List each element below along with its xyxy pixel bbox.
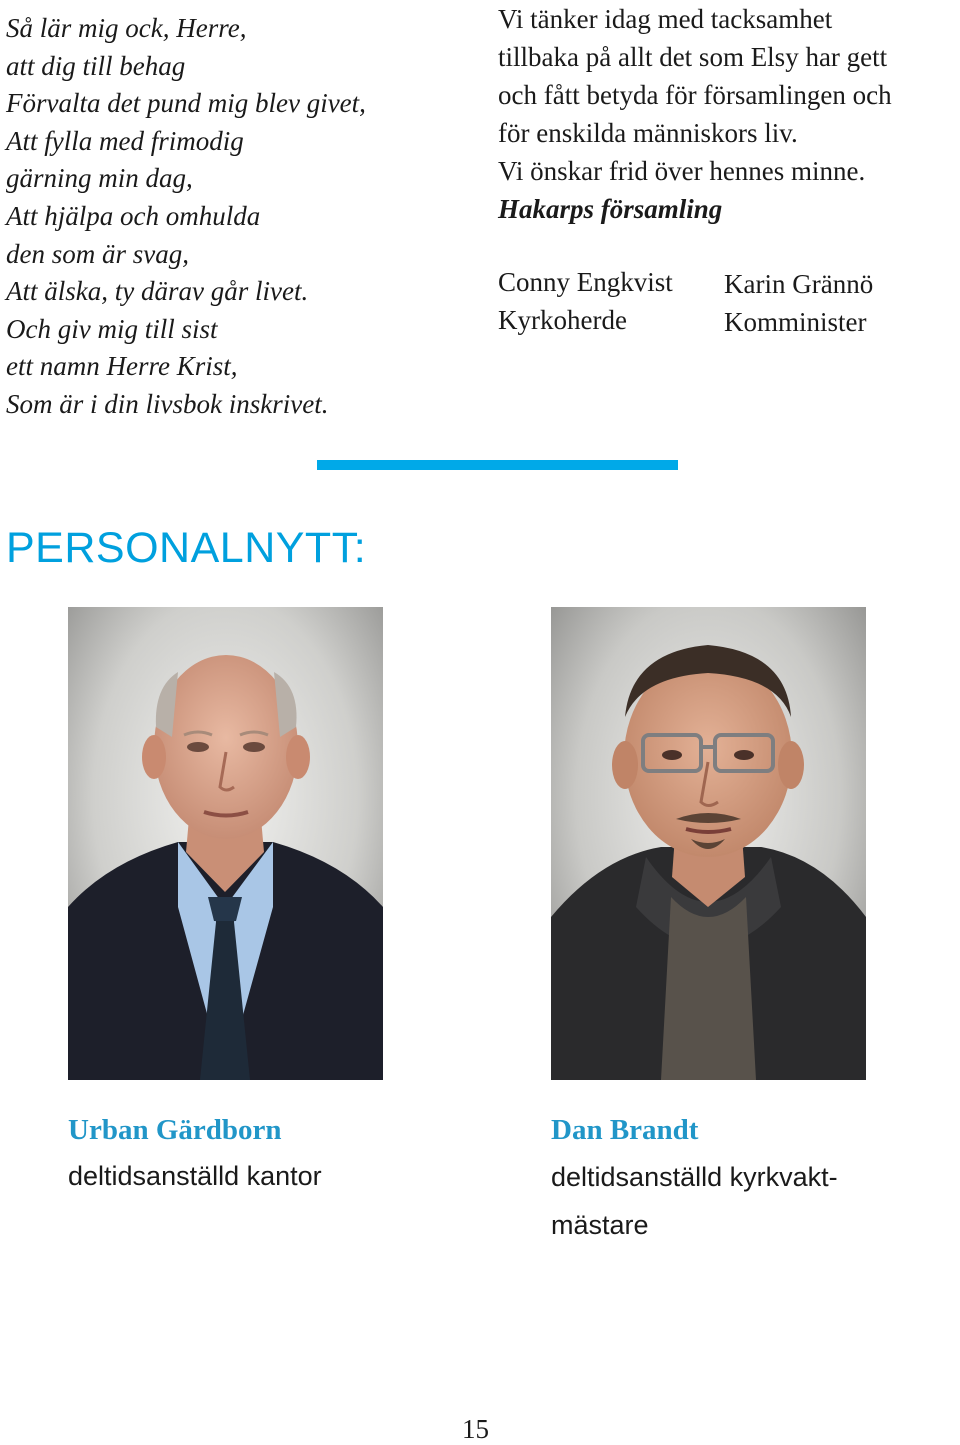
poem-line: gärning min dag, [6, 163, 193, 194]
poem-line: Så lär mig ock, Herre, [6, 13, 247, 43]
memorial-line: och fått betyda för församlingen och [498, 80, 892, 110]
signer-title: Komminister [724, 307, 867, 337]
memorial-line: för enskilda människors liv. [498, 118, 798, 148]
memorial-line: Vi tänker idag med tacksamhet [498, 4, 833, 34]
page-number: 15 [462, 1414, 489, 1444]
poem-line: Att älska, ty därav går livet. [6, 276, 309, 307]
portrait-photo-dan-brandt [551, 607, 866, 1080]
poem-line: Att hjälpa och omhulda [6, 200, 261, 231]
signer-conny-engkvist [498, 263, 673, 339]
poem-line: ett namn Herre Krist, [6, 351, 238, 382]
memorial-signature: Hakarps församling [498, 194, 723, 224]
caption-urban-gardborn [68, 1107, 322, 1199]
section-divider [317, 460, 678, 470]
section-heading: PERSONALNYTT: [6, 524, 367, 572]
poem-line: Som är i din livsbok inskrivet. [6, 388, 329, 419]
signer-name: Conny Engkvist [498, 267, 673, 297]
poem-line: att dig till behag [6, 50, 186, 81]
poem-line: den som är svag, [6, 238, 189, 269]
person-role: deltidsanställd kantor [68, 1161, 322, 1191]
signer-name: Karin Grännö [724, 269, 874, 299]
memorial-text [498, 0, 960, 228]
signer-karin-granno [724, 265, 873, 341]
person-name: Dan Brandt [551, 1114, 699, 1146]
poem-line: Förvalta det pund mig blev givet, [6, 88, 366, 119]
signer-title: Kyrkoherde [498, 305, 627, 335]
poem [6, 10, 466, 424]
memorial-line: tillbaka på allt det som Elsy har gett [498, 42, 888, 72]
portrait-photo-urban-gardborn [68, 607, 383, 1080]
person-role: deltidsanställd kyrkvakt-mästare [551, 1162, 838, 1240]
poem-line: Att fylla med frimodig [6, 125, 244, 156]
person-name: Urban Gärdborn [68, 1114, 282, 1146]
poem-line: Och giv mig till sist [6, 313, 218, 344]
caption-dan-brandt [551, 1107, 881, 1249]
memorial-line: Vi önskar frid över hennes minne. [498, 156, 866, 186]
